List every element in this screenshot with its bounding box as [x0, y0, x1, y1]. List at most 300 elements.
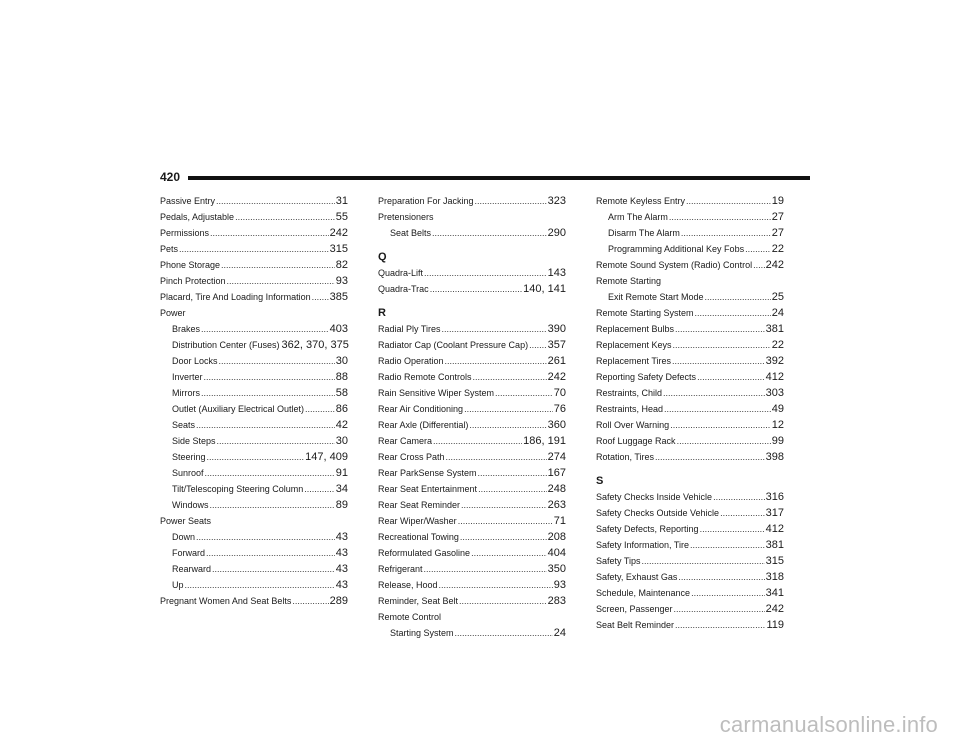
- index-entry: [378, 529, 566, 545]
- index-page-ref: 316: [765, 491, 784, 503]
- index-page-ref: 58: [335, 387, 348, 399]
- index-entry: [378, 513, 566, 529]
- dot-leader: [206, 545, 335, 561]
- dot-leader: [196, 417, 335, 433]
- dot-leader: [445, 353, 547, 369]
- index-term: Replacement Tires: [596, 356, 672, 366]
- index-subentry: [160, 433, 348, 449]
- index-term: Safety Checks Outside Vehicle: [596, 508, 720, 518]
- index-entry: [596, 337, 784, 353]
- index-entry: [378, 209, 566, 225]
- dot-leader: [705, 289, 771, 305]
- index-page-ref: 242: [765, 603, 784, 615]
- dot-leader: [430, 281, 522, 297]
- index-term: Rearward: [172, 564, 212, 574]
- dot-leader: [673, 337, 771, 353]
- index-term: Remote Sound System (Radio) Control: [596, 260, 753, 270]
- index-term: Safety Information, Tire: [596, 540, 690, 550]
- dot-leader: [424, 265, 547, 281]
- dot-leader: [212, 561, 335, 577]
- index-term: Up: [172, 580, 184, 590]
- index-term: Recreational Towing: [378, 532, 459, 542]
- dot-leader: [720, 505, 765, 521]
- index-term: Rain Sensitive Wiper System: [378, 388, 495, 398]
- index-page-ref: 71: [553, 515, 566, 527]
- dot-leader: [292, 593, 328, 609]
- index-entry: [160, 593, 348, 609]
- index-term: Mirrors: [172, 388, 200, 398]
- index-term: Replacement Bulbs: [596, 324, 675, 334]
- index-page-ref: 31: [335, 195, 348, 207]
- index-subentry: [160, 465, 348, 481]
- index-term: Inverter: [172, 372, 203, 382]
- index-page-ref: 12: [771, 419, 784, 431]
- index-term: Remote Control: [378, 612, 442, 622]
- index-page-ref: 119: [766, 619, 784, 631]
- index-term: Placard, Tire And Loading Information: [160, 292, 311, 302]
- dot-leader: [179, 241, 329, 257]
- index-term: Reminder, Seat Belt: [378, 596, 459, 606]
- index-entry: [378, 417, 566, 433]
- index-page-ref: 24: [771, 307, 784, 319]
- index-term: Roll Over Warning: [596, 420, 670, 430]
- index-column-2: [378, 193, 566, 641]
- index-entry: [596, 585, 784, 601]
- dot-leader: [690, 537, 765, 553]
- dot-leader: [235, 209, 335, 225]
- index-term: Door Locks: [172, 356, 218, 366]
- index-subentry: [160, 529, 348, 545]
- index-term: Radio Remote Controls: [378, 372, 472, 382]
- dot-leader: [219, 353, 335, 369]
- index-subentry: [160, 385, 348, 401]
- index-page-ref: 392: [765, 355, 784, 367]
- dot-leader: [433, 433, 522, 449]
- index-subentry: [160, 337, 348, 353]
- index-page-ref: 27: [771, 211, 784, 223]
- index-term: Screen, Passenger: [596, 604, 673, 614]
- index-term: Safety Defects, Reporting: [596, 524, 699, 534]
- index-term: Brakes: [172, 324, 201, 334]
- dot-leader: [439, 577, 553, 593]
- index-entry: [596, 321, 784, 337]
- index-term: Phone Storage: [160, 260, 221, 270]
- index-entry: [596, 385, 784, 401]
- index-entry: [596, 417, 784, 433]
- index-entry: [596, 193, 784, 209]
- index-term: Passive Entry: [160, 196, 216, 206]
- index-page-ref: 350: [547, 563, 566, 575]
- index-entry: [378, 337, 566, 353]
- dot-leader: [227, 273, 335, 289]
- index-page-ref: 99: [771, 435, 784, 447]
- index-subentry: [596, 225, 784, 241]
- index-page-ref: 25: [771, 291, 784, 303]
- index-term: Radiator Cap (Coolant Pressure Cap): [378, 340, 529, 350]
- index-term: Preparation For Jacking: [378, 196, 474, 206]
- index-term: Reformulated Gasoline: [378, 548, 471, 558]
- index-term: Quadra-Trac: [378, 284, 429, 294]
- index-page-ref: 43: [335, 547, 348, 559]
- index-subentry: [160, 417, 348, 433]
- dot-leader: [663, 385, 765, 401]
- index-page-ref: 49: [771, 403, 784, 415]
- dot-leader: [669, 209, 771, 225]
- dot-leader: [655, 449, 765, 465]
- dot-leader: [201, 385, 335, 401]
- index-term: Safety Tips: [596, 556, 641, 566]
- index-term: Radio Operation: [378, 356, 444, 366]
- dot-leader: [478, 465, 547, 481]
- index-page-ref: 412: [765, 523, 784, 535]
- index-entry: [160, 257, 348, 273]
- index-term: Power Seats: [160, 516, 212, 526]
- dot-leader: [455, 625, 553, 641]
- index-page-ref: 70: [553, 387, 566, 399]
- dot-leader: [529, 337, 547, 353]
- index-term: Rear Camera: [378, 436, 433, 446]
- dot-leader: [713, 489, 765, 505]
- index-subentry: [160, 481, 348, 497]
- index-page-ref: 274: [547, 451, 566, 463]
- index-page-ref: 43: [335, 563, 348, 575]
- index-page-ref: 147, 409: [305, 451, 348, 463]
- index-entry: [160, 225, 348, 241]
- dot-leader: [210, 225, 329, 241]
- index-page-ref: 19: [771, 195, 784, 207]
- index-entry: [160, 273, 348, 289]
- index-entry: [378, 353, 566, 369]
- index-entry: [160, 289, 348, 305]
- index-page-ref: 88: [335, 371, 348, 383]
- index-page-ref: 403: [329, 323, 348, 335]
- index-entry: [378, 433, 566, 449]
- index-page-ref: 93: [553, 579, 566, 591]
- index-entry: [378, 465, 566, 481]
- dot-leader: [304, 481, 335, 497]
- dot-leader: [471, 545, 547, 561]
- index-term: Pedals, Adjustable: [160, 212, 235, 222]
- index-term: Safety Checks Inside Vehicle: [596, 492, 713, 502]
- index-term: Reporting Safety Defects: [596, 372, 697, 382]
- index-entry: [596, 489, 784, 505]
- index-entry: [596, 257, 784, 273]
- index-page-ref: 140, 141: [523, 283, 566, 295]
- index-entry: [378, 321, 566, 337]
- dot-leader: [210, 497, 335, 513]
- index-term: Replacement Keys: [596, 340, 672, 350]
- index-term: Remote Starting: [596, 276, 662, 286]
- page-number: 420: [160, 170, 181, 184]
- dot-leader: [442, 321, 547, 337]
- index-term: Side Steps: [172, 436, 216, 446]
- index-term: Rear ParkSense System: [378, 468, 477, 478]
- dot-leader: [312, 289, 329, 305]
- index-entry: [596, 601, 784, 617]
- index-term: Pretensioners: [378, 212, 434, 222]
- dot-leader: [695, 305, 771, 321]
- index-page-ref: 22: [771, 339, 784, 351]
- dot-leader: [686, 193, 771, 209]
- index-entry: [596, 521, 784, 537]
- index-subentry: [160, 369, 348, 385]
- index-page-ref: 242: [765, 259, 784, 271]
- index-page-ref: 360: [547, 419, 566, 431]
- index-page-ref: 290: [547, 227, 566, 239]
- dot-leader: [700, 521, 765, 537]
- index-subentry: [596, 241, 784, 257]
- index-letter-heading: Q: [378, 251, 387, 263]
- index-subentry: [160, 561, 348, 577]
- index-entry: [378, 577, 566, 593]
- index-subentry: [160, 545, 348, 561]
- index-page-ref: 30: [335, 435, 348, 447]
- index-entry: [378, 609, 566, 625]
- dot-leader: [461, 497, 547, 513]
- index-term: Pregnant Women And Seat Belts: [160, 596, 292, 606]
- index-entry: [378, 369, 566, 385]
- dot-leader: [473, 369, 547, 385]
- index-entry: [160, 513, 348, 529]
- index-term: Safety, Exhaust Gas: [596, 572, 678, 582]
- index-term: Roof Luggage Rack: [596, 436, 676, 446]
- index-page-ref: 24: [553, 627, 566, 639]
- index-entry: [378, 385, 566, 401]
- index-term: Sunroof: [172, 468, 204, 478]
- dot-leader: [205, 465, 335, 481]
- index-entry: [596, 569, 784, 585]
- dot-leader: [664, 401, 771, 417]
- dot-leader: [691, 585, 765, 601]
- dot-leader: [697, 369, 765, 385]
- index-entry: [378, 281, 566, 297]
- index-term: Disarm The Alarm: [608, 228, 680, 238]
- index-term: Rear Seat Entertainment: [378, 484, 478, 494]
- dot-leader: [221, 257, 335, 273]
- index-column-3: [596, 193, 784, 633]
- dot-leader: [305, 401, 335, 417]
- index-page-ref: 317: [765, 507, 784, 519]
- index-term: Quadra-Lift: [378, 268, 424, 278]
- index-entry: [596, 505, 784, 521]
- index-term: Pets: [160, 244, 179, 254]
- index-term: Seat Belt Reminder: [596, 620, 675, 630]
- index-page-ref: 362, 370, 375: [281, 339, 349, 351]
- index-page-ref: 89: [335, 499, 348, 511]
- index-page-ref: 263: [547, 499, 566, 511]
- index-term: Programming Additional Key Fobs: [608, 244, 745, 254]
- index-page-ref: 186, 191: [523, 435, 566, 447]
- index-subentry: [160, 577, 348, 593]
- index-page-ref: 390: [547, 323, 566, 335]
- index-page-ref: 82: [335, 259, 348, 271]
- index-term: Distribution Center (Fuses): [172, 340, 280, 350]
- dot-leader: [675, 321, 765, 337]
- index-entry: [378, 497, 566, 513]
- index-page-ref: 34: [335, 483, 348, 495]
- index-column-1: [160, 193, 348, 609]
- index-page-ref: 242: [547, 371, 566, 383]
- index-entry: [160, 193, 348, 209]
- dot-leader: [464, 401, 553, 417]
- index-page-ref: 22: [771, 243, 784, 255]
- index-term: Rear Axle (Differential): [378, 420, 469, 430]
- index-page-ref: 261: [547, 355, 566, 367]
- dot-leader: [675, 617, 765, 633]
- index-page-ref: 315: [765, 555, 784, 567]
- index-entry: [596, 353, 784, 369]
- index-subentry: [160, 497, 348, 513]
- index-page-ref: 412: [765, 371, 784, 383]
- dot-leader: [201, 321, 329, 337]
- index-page-ref: 86: [335, 403, 348, 415]
- index-entry: [378, 593, 566, 609]
- index-subentry: [378, 225, 566, 241]
- index-subentry: [596, 209, 784, 225]
- index-term: Steering: [172, 452, 206, 462]
- index-term: Tilt/Telescoping Steering Column: [172, 484, 304, 494]
- index-page-ref: 323: [547, 195, 566, 207]
- index-letter-heading: R: [378, 307, 386, 319]
- index-term: Pinch Protection: [160, 276, 226, 286]
- index-page-ref: 315: [329, 243, 348, 255]
- index-page-ref: 404: [547, 547, 566, 559]
- index-entry: [596, 401, 784, 417]
- index-page-ref: 55: [335, 211, 348, 223]
- dot-leader: [478, 481, 547, 497]
- index-page-ref: 93: [335, 275, 348, 287]
- dot-leader: [217, 433, 335, 449]
- index-page-ref: 398: [765, 451, 784, 463]
- dot-leader: [677, 433, 771, 449]
- watermark: carmanualsonline.info: [719, 712, 938, 737]
- index-term: Power: [160, 308, 186, 318]
- dot-leader: [196, 529, 335, 545]
- index-entry: [378, 561, 566, 577]
- dot-leader: [204, 369, 335, 385]
- index-page-ref: 91: [335, 467, 348, 479]
- index-entry: [378, 449, 566, 465]
- dot-leader: [475, 193, 547, 209]
- dot-leader: [446, 449, 547, 465]
- dot-leader: [459, 593, 547, 609]
- index-page-ref: 30: [335, 355, 348, 367]
- dot-leader: [678, 569, 764, 585]
- index-page-ref: 208: [547, 531, 566, 543]
- index-term: Remote Keyless Entry: [596, 196, 686, 206]
- index-subentry: [160, 401, 348, 417]
- dot-leader: [670, 417, 771, 433]
- index-subentry: [160, 321, 348, 337]
- index-page-ref: 76: [553, 403, 566, 415]
- index-entry: [378, 401, 566, 417]
- index-term: Release, Hood: [378, 580, 438, 590]
- index-page-ref: 167: [547, 467, 566, 479]
- index-entry: [160, 241, 348, 257]
- index-entry: [596, 273, 784, 289]
- index-entry: [160, 209, 348, 225]
- index-entry: [378, 481, 566, 497]
- index-entry: [596, 305, 784, 321]
- index-letter-heading: S: [596, 475, 604, 487]
- index-entry: [378, 193, 566, 209]
- index-page-ref: 242: [329, 227, 348, 239]
- index-term: Exit Remote Start Mode: [608, 292, 704, 302]
- index-page-ref: 341: [765, 587, 784, 599]
- index-page-ref: 318: [765, 571, 784, 583]
- index-entry: [378, 265, 566, 281]
- dot-leader: [672, 353, 765, 369]
- dot-leader: [753, 257, 765, 273]
- index-term: Rotation, Tires: [596, 452, 655, 462]
- index-entry: [596, 553, 784, 569]
- dot-leader: [745, 241, 771, 257]
- index-term: Rear Cross Path: [378, 452, 445, 462]
- index-term: Permissions: [160, 228, 210, 238]
- index-page-ref: 43: [335, 531, 348, 543]
- index-term: Refrigerant: [378, 564, 423, 574]
- index-term: Forward: [172, 548, 206, 558]
- header-rule: [188, 176, 810, 180]
- index-term: Restraints, Child: [596, 388, 663, 398]
- index-page-ref: 143: [547, 267, 566, 279]
- index-entry: [596, 369, 784, 385]
- dot-leader: [432, 225, 547, 241]
- index-page-ref: 43: [335, 579, 348, 591]
- dot-leader: [424, 561, 547, 577]
- index-subentry: [160, 353, 348, 369]
- index-subentry: [378, 625, 566, 641]
- index-subentry: [160, 449, 348, 465]
- index-page-ref: 42: [335, 419, 348, 431]
- dot-leader: [185, 577, 335, 593]
- index-term: Schedule, Maintenance: [596, 588, 691, 598]
- index-page-ref: 357: [547, 339, 566, 351]
- index-term: Rear Wiper/Washer: [378, 516, 457, 526]
- dot-leader: [642, 553, 765, 569]
- index-entry: [596, 433, 784, 449]
- index-subentry: [596, 289, 784, 305]
- index-entry: [596, 537, 784, 553]
- index-term: Seat Belts: [390, 228, 432, 238]
- index-term: Windows: [172, 500, 209, 510]
- index-term: Outlet (Auxiliary Electrical Outlet): [172, 404, 305, 414]
- index-page-ref: 283: [547, 595, 566, 607]
- index-term: Down: [172, 532, 196, 542]
- index-entry: [596, 449, 784, 465]
- index-term: Restraints, Head: [596, 404, 664, 414]
- dot-leader: [460, 529, 547, 545]
- dot-leader: [458, 513, 553, 529]
- index-term: Seats: [172, 420, 196, 430]
- index-term: Radial Ply Tires: [378, 324, 441, 334]
- index-term: Starting System: [390, 628, 454, 638]
- index-page-ref: 289: [329, 595, 348, 607]
- index-entry: [596, 617, 784, 633]
- index-entry: [378, 545, 566, 561]
- index-page-ref: 385: [329, 291, 348, 303]
- dot-leader: [495, 385, 553, 401]
- dot-leader: [216, 193, 335, 209]
- index-page-ref: 303: [765, 387, 784, 399]
- index-page-ref: 381: [765, 323, 784, 335]
- dot-leader: [469, 417, 546, 433]
- index-term: Rear Seat Reminder: [378, 500, 461, 510]
- index-page-ref: 27: [771, 227, 784, 239]
- index-term: Rear Air Conditioning: [378, 404, 464, 414]
- index-term: Remote Starting System: [596, 308, 694, 318]
- index-page-ref: 248: [547, 483, 566, 495]
